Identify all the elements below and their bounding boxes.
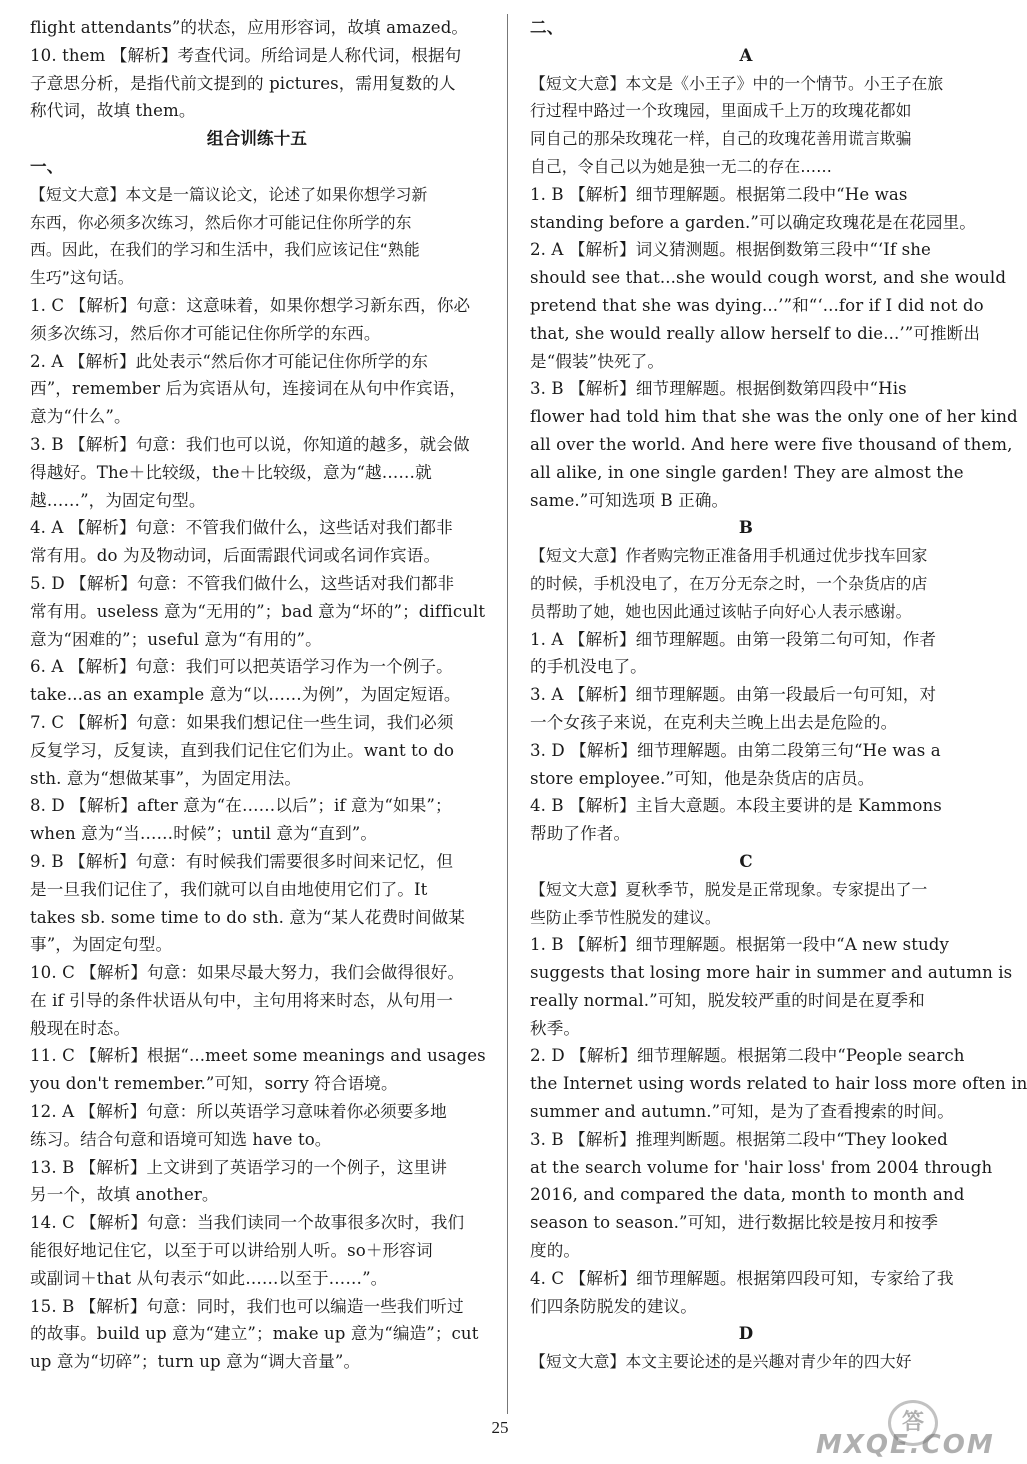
right-text-line: summer and autumn.”可知，是为了查看搜索的时间。 — [530, 1102, 954, 1122]
right-text-line: 们四条防脱发的建议。 — [530, 1296, 697, 1316]
right-text-line: 度的。 — [530, 1241, 581, 1261]
right-text-line: 一个女孩子来说，在克利夫兰晚上出去是危险的。 — [530, 712, 898, 732]
left-text-line: you don't remember.”可知，sorry 符合语境。 — [30, 1074, 398, 1094]
right-text-line: all alike, in one single garden! They are almost the — [530, 462, 964, 482]
left-text-line: 意为“困难的”；useful 意为“有用的”。 — [30, 629, 322, 649]
left-text-line: 2. A 【解析】此处表示“然后你才可能记住你所学的东 — [30, 351, 429, 371]
left-text-line: 12. A 【解析】句意：所以英语学习意味着你必须要多地 — [30, 1102, 447, 1122]
left-text-line: 事”，为固定句型。 — [30, 935, 173, 955]
left-text-line: 反复学习，反复读，直到我们记住它们为止。want to do — [30, 740, 455, 760]
left-text-line: 10. them 【解析】考查代词。所给词是人称代词，根据句 — [30, 45, 462, 65]
left-text-line: 3. B 【解析】句意：我们也可以说，你知道的越多，就会做 — [30, 434, 470, 454]
right-text-line: 3. B 【解析】细节理解题。根据倒数第四段中“His — [530, 379, 907, 399]
right-text-line: at the search volume for 'hair loss' from 2004 through — [530, 1157, 993, 1177]
left-text-line: 子意思分析，是指代前文提到的 pictures，需用复数的人 — [30, 73, 456, 93]
left-text-line: 越……”，为固定句型。 — [30, 490, 206, 510]
right-text-line: D — [738, 1323, 754, 1344]
left-text-line: 4. A 【解析】句意：不管我们做什么，这些话对我们都非 — [30, 518, 453, 538]
left-text-line: 生巧”这句话。 — [30, 268, 134, 288]
right-text-line: 是“假装”快死了。 — [530, 351, 665, 371]
right-text-line: suggests that losing more hair in summer and autumn is — [530, 963, 1013, 983]
left-text-line: 5. D 【解析】句意：不管我们做什么，这些话对我们都非 — [30, 573, 455, 593]
right-text-line: 4. C 【解析】细节理解题。根据第四段可知，专家给了我 — [530, 1268, 954, 1288]
left-text-line: 常有用。do 为及物动词，后面需跟代词或名词作宾语。 — [30, 546, 441, 566]
left-text-line: 14. C 【解析】句意：当我们读同一个故事很多次时，我们 — [30, 1213, 465, 1233]
right-text-line: 同自己的那朵玫瑰花一样，自己的玫瑰花善用谎言欺骗 — [530, 129, 912, 149]
left-text-line: 11. C 【解析】根据“...meet some meanings and usages — [30, 1046, 486, 1066]
left-text-line: 西。因此，在我们的学习和生活中，我们应该记住“熟能 — [30, 240, 420, 260]
left-text-line: 15. B 【解析】句意：同时，我们也可以编造一些我们听过 — [30, 1296, 464, 1316]
right-text-line: 的手机没电了。 — [530, 657, 647, 677]
right-text-line: B — [738, 517, 754, 538]
right-text-line: store employee.”可知，他是杂货店的店员。 — [530, 768, 875, 788]
right-text-line: 帮助了作者。 — [530, 824, 631, 844]
left-text-line: 须多次练习，然后你才可能记住你所学的东西。 — [30, 323, 381, 343]
left-text-line: 在 if 引导的条件状语从句中，主句用将来时态，从句用一 — [30, 990, 454, 1010]
left-text-line: 常有用。useless 意为“无用的”；bad 意为“坏的”；difficult — [30, 601, 486, 621]
left-text-line: 8. D 【解析】after 意为“在……以后”；if 意为“如果”； — [30, 796, 452, 816]
left-text-line: 能很好地记住它，以至于可以讲给别人听。so＋形容词 — [30, 1241, 433, 1261]
right-text-line: 3. D 【解析】细节理解题。由第二段第三句“He was a — [530, 740, 941, 760]
left-text-line: 7. C 【解析】句意：如果我们想记住一些生词，我们必须 — [30, 712, 454, 732]
left-text-line: 西”，remember 后为宾语从句，连接词在从句中作宾语， — [30, 379, 467, 399]
right-text-line: 1. A 【解析】细节理解题。由第一段第二句可知，作者 — [530, 629, 937, 649]
right-text-line: season to season.”可知，进行数据比较是按月和按季 — [530, 1213, 939, 1233]
right-text-line: 行过程中路过一个玫瑰园，里面成千上万的玫瑰花都如 — [530, 101, 912, 121]
watermark-badge: 答 — [888, 1400, 938, 1446]
left-text-line: 的故事。build up 意为“建立”；make up 意为“编造”；cut — [30, 1324, 479, 1344]
page-number: 25 — [491, 1418, 509, 1437]
watermark-logo — [776, 1400, 995, 1460]
left-text-line: 一、 — [30, 155, 64, 176]
right-text-line: 【短文大意】本文主要论述的是兴趣对青少年的四大好 — [530, 1352, 912, 1372]
left-text-line: flight attendants”的状态，应用形容词，故填 amazed。 — [30, 18, 469, 37]
right-text-line: 2. D 【解析】细节理解题。根据第二段中“People search — [530, 1046, 965, 1066]
right-text-line: 秋季。 — [530, 1018, 581, 1038]
left-text-line: 组合训练十五 — [206, 128, 308, 149]
right-text-line: 2016, and compared the data, month to month and — [530, 1185, 965, 1205]
right-text-line: flower had told him that she was the only one of her kind — [530, 407, 1018, 427]
left-text-line: take...as an example 意为“以……为例”，为固定短语。 — [30, 685, 461, 705]
right-text-line: standing before a garden.”可以确定玫瑰花是在花园里。 — [530, 212, 976, 232]
left-text-line: 或副词＋that 从句表示“如此……以至于……”。 — [30, 1268, 388, 1288]
left-text-line: 13. B 【解析】上文讲到了英语学习的一个例子，这里讲 — [30, 1157, 447, 1177]
left-text-line: 另一个，故填 another。 — [30, 1185, 219, 1205]
left-text-line: 是一旦我们记住了，我们就可以自由地使用它们了。It — [30, 879, 428, 899]
right-text-line: 4. B 【解析】主旨大意题。本段主要讲的是 Kammons — [530, 796, 942, 816]
right-text-line: pretend that she was dying...’”和“‘...for if I did not do — [530, 295, 984, 315]
right-text-line: all over the world. And here were five thousand of them, — [530, 434, 1013, 454]
left-text-line: 得越好。The＋比较级，the＋比较级，意为“越……就 — [30, 462, 432, 482]
left-text-line: 10. C 【解析】句意：如果尽最大努力，我们会做得很好。 — [30, 963, 465, 983]
right-text-line: 1. B 【解析】细节理解题。根据第一段中“A new study — [530, 935, 949, 955]
left-text-line: 6. A 【解析】句意：我们可以把英语学习作为一个例子。 — [30, 657, 453, 677]
right-text-line: really normal.”可知，脱发较严重的时间是在夏季和 — [530, 990, 925, 1010]
left-text-line: 称代词，故填 them。 — [30, 101, 196, 121]
left-column — [30, 14, 484, 1376]
left-text-line: 东西，你必须多次练习，然后你才可能记住你所学的东 — [30, 212, 412, 232]
column-divider — [507, 14, 508, 1414]
left-text-line: takes sb. some time to do sth. 意为“某人花费时间做某 — [30, 907, 465, 927]
right-text-line: should see that...she would cough worst, and she would — [530, 268, 1007, 288]
left-text-line: when 意为“当……时候”；until 意为“直到”。 — [30, 824, 378, 844]
right-text-line: 的时候，手机没电了，在万分无奈之时，一个杂货店的店 — [530, 573, 928, 593]
right-text-line: 2. A 【解析】词义猜测题。根据倒数第三段中“‘If she — [530, 240, 931, 260]
right-text-line: 【短文大意】作者购完物正准备用手机通过优步找车回家 — [530, 546, 928, 566]
right-text-line: the Internet using words related to hair loss more often in — [530, 1074, 1027, 1094]
left-text-line: 练习。结合句意和语境可知选 have to。 — [30, 1129, 332, 1149]
right-text-line: 【短文大意】本文是《小王子》中的一个情节。小王子在旅 — [530, 73, 944, 93]
right-text-line: 1. B 【解析】细节理解题。根据第二段中“He was — [530, 184, 908, 204]
left-text-line: up 意为“切碎”；turn up 意为“调大音量”。 — [30, 1352, 361, 1372]
right-text-line: 【短文大意】夏秋季节，脱发是正常现象。专家提出了一 — [530, 879, 928, 899]
right-text-line: 3. A 【解析】细节理解题。由第一段最后一句可知，对 — [530, 685, 937, 705]
watermark-text: MXQE.COM — [816, 1430, 995, 1460]
right-text-line: 自己，令自己以为她是独一无二的存在…… — [530, 156, 833, 176]
left-text-line: 般现在时态。 — [30, 1018, 131, 1038]
right-text-line: same.”可知选项 B 正确。 — [530, 490, 729, 510]
left-text-line: 1. C 【解析】句意：这意味着，如果你想学习新东西，你必 — [30, 295, 471, 315]
left-text-line: 9. B 【解析】句意：有时候我们需要很多时间来记忆，但 — [30, 851, 454, 871]
right-text-line: that, she would really allow herself to die...’”可推断出 — [530, 323, 981, 343]
right-column — [530, 14, 1027, 1376]
right-text-line: 3. B 【解析】推理判断题。根据第二段中“They looked — [530, 1129, 948, 1149]
right-text-line: 员帮助了她，她也因此通过该帖子向好心人表示感谢。 — [530, 601, 912, 621]
left-text-line: 【短文大意】本文是一篇议论文，论述了如果你想学习新 — [30, 184, 428, 204]
left-text-line: sth. 意为“想做某事”，为固定用法。 — [30, 768, 302, 788]
right-text-line: 二、 — [530, 17, 564, 37]
left-text-line: 意为“什么”。 — [30, 407, 131, 427]
right-text-line: A — [739, 44, 753, 65]
right-text-line: 些防止季节性脱发的建议。 — [530, 907, 721, 927]
right-text-line: C — [739, 850, 753, 871]
